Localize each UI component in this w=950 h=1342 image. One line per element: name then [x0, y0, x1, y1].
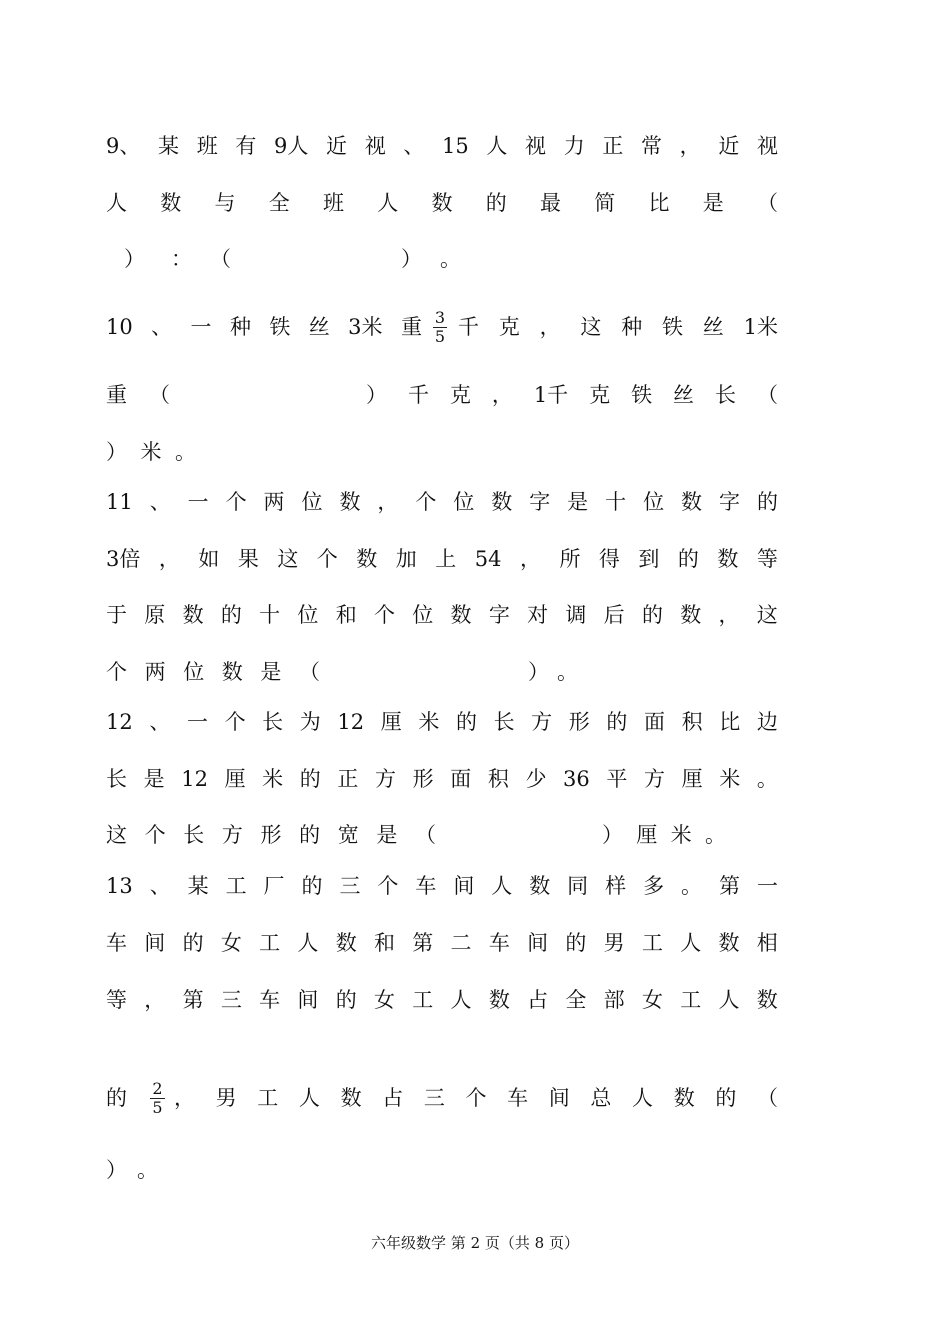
text-token: 位 [453, 490, 475, 514]
text-token: 视 [364, 134, 386, 158]
text-token: 形 [260, 823, 282, 847]
text-token: 人 [680, 931, 702, 955]
text-token: 形 [412, 767, 434, 791]
text-token: 面 [450, 767, 472, 791]
q10-line-2 [106, 381, 778, 409]
text-token: 总 [590, 1086, 612, 1110]
text-token: 的 [565, 931, 587, 955]
text-token: 间 [297, 988, 319, 1012]
text-token: 、 [403, 134, 425, 158]
text-token: 常 [641, 134, 663, 158]
text-token: 车 [415, 874, 437, 898]
text-token: 数 [340, 1086, 362, 1110]
text-token: 厘 [681, 767, 703, 791]
text-token: 人 [298, 1086, 320, 1110]
text-token: 比 [719, 710, 741, 734]
text-token: 正 [337, 767, 359, 791]
text-token: （ [149, 383, 170, 407]
text-token: 有 [235, 134, 257, 158]
text-token: 重 [400, 315, 422, 339]
text-token: 工 [412, 988, 434, 1012]
text-token: 近 [718, 134, 740, 158]
text-token: 的 [756, 490, 778, 514]
text-token: 部 [603, 988, 625, 1012]
text-token: 正 [602, 134, 624, 158]
text-token: 的 [455, 710, 477, 734]
text-token: 11 [106, 490, 133, 514]
text-token: ， [539, 315, 561, 339]
text-token: 千 [407, 383, 429, 407]
text-token: 12 [337, 710, 365, 734]
q11-line-3 [106, 601, 778, 629]
text-token: 样 [605, 874, 627, 898]
text-token: 视 [756, 134, 778, 158]
text-token: 二 [450, 931, 472, 955]
text-token: 位 [301, 490, 323, 514]
text-token: 女 [641, 988, 663, 1012]
text-token: 字 [718, 490, 740, 514]
text-token: 长 [715, 383, 736, 407]
text-token: 长 [183, 823, 205, 847]
q10-fraction-denominator: 5 [434, 326, 446, 346]
text-token: 米 [670, 823, 692, 847]
q11-line-4-b [528, 658, 578, 686]
text-token: 厘 [380, 710, 402, 734]
text-token: 1千 [533, 383, 569, 407]
text-token: 厂 [263, 874, 285, 898]
text-token: 个 [144, 823, 166, 847]
text-token: ， [377, 490, 399, 514]
text-token: 工 [680, 988, 702, 1012]
text-token: 比 [648, 191, 670, 215]
text-token: 个 [106, 660, 127, 684]
text-token: 得 [598, 547, 620, 571]
q13-fraction [150, 1080, 164, 1117]
text-token: 、 [149, 710, 171, 734]
text-token: 力 [563, 134, 585, 158]
q13-line-2 [106, 929, 778, 957]
text-token: 和 [335, 603, 357, 627]
q13-line-5 [106, 1156, 778, 1184]
text-token: 加 [395, 547, 417, 571]
text-token: 女 [220, 931, 242, 955]
text-token: （ [756, 1086, 778, 1110]
q10-line-1-a [106, 313, 422, 341]
text-token: 工 [259, 931, 281, 955]
text-token: 位 [412, 603, 434, 627]
text-token: 人 [491, 874, 513, 898]
q12-line-2 [106, 765, 778, 793]
q13-line-3 [106, 986, 778, 1014]
text-token: 人 [486, 134, 508, 158]
text-token: 数 [756, 988, 778, 1012]
text-token: ， [158, 547, 180, 571]
text-token: 位 [643, 490, 665, 514]
q13-line-1 [106, 872, 778, 900]
text-token: 间 [144, 931, 166, 955]
text-token: （ [756, 383, 778, 407]
text-token: ， [519, 547, 541, 571]
text-token: 对 [527, 603, 549, 627]
text-token: 十 [259, 603, 281, 627]
text-token: 三 [220, 988, 242, 1012]
text-token: 人 [632, 1086, 654, 1110]
text-token: 边 [756, 710, 778, 734]
q11-line-4 [106, 658, 778, 686]
text-token: 相 [756, 931, 778, 955]
q9-close-paren: ） [124, 247, 145, 271]
text-token: 多 [643, 874, 665, 898]
text-token: （ [415, 823, 436, 847]
text-token: 36 [563, 767, 590, 791]
text-token: 数 [529, 874, 551, 898]
text-token: 位 [183, 660, 205, 684]
q9-line-1 [106, 132, 778, 160]
text-token: 3米 [348, 315, 383, 339]
text-token: 全 [268, 191, 290, 215]
text-token: 占 [382, 1086, 404, 1110]
text-token: ， [491, 383, 513, 407]
text-token: 长 [106, 767, 127, 791]
text-token: 到 [638, 547, 660, 571]
text-token: 三 [339, 874, 361, 898]
q10-line-3-tokens [106, 438, 196, 466]
text-token: 数 [335, 931, 357, 955]
text-token: 个 [377, 874, 399, 898]
text-token: 工 [225, 874, 247, 898]
q11-line-4-a [106, 658, 320, 686]
text-token: 某 [187, 874, 209, 898]
text-token: ） [366, 383, 387, 407]
text-token: 最 [540, 191, 561, 215]
text-token: 宽 [337, 823, 359, 847]
text-token: 、 [149, 490, 171, 514]
text-token: 男 [215, 1086, 237, 1110]
text-token: 克 [498, 315, 520, 339]
text-token: 9、 [106, 134, 141, 158]
text-token: ， [174, 1086, 195, 1110]
text-token: 1米 [743, 315, 778, 339]
text-token: 克 [449, 383, 471, 407]
text-token: 车 [106, 931, 127, 955]
text-token: 果 [237, 547, 259, 571]
text-token: 数 [160, 191, 182, 215]
text-token: ） [106, 1158, 127, 1182]
text-token: 个 [415, 490, 437, 514]
text-token: 某 [158, 134, 180, 158]
text-token: 面 [644, 710, 665, 734]
text-token: 的 [299, 823, 321, 847]
text-token: 13 [106, 874, 133, 898]
q12-line-3-b [602, 821, 726, 849]
text-token: 女 [373, 988, 395, 1012]
text-token: 种 [229, 315, 251, 339]
text-token: 人 [718, 988, 740, 1012]
text-token: 的 [641, 603, 663, 627]
text-token: 调 [565, 603, 587, 627]
text-token: 数 [450, 603, 472, 627]
text-token: 一 [187, 490, 209, 514]
text-token: 一 [756, 874, 778, 898]
q12-line-3-a [106, 821, 436, 849]
text-token: 方 [375, 767, 396, 791]
q12-line-1 [106, 708, 778, 736]
text-token: 的 [301, 874, 323, 898]
text-token: 数 [221, 660, 243, 684]
text-token: 等 [756, 547, 778, 571]
text-token: 这 [580, 315, 602, 339]
text-token: 铁 [631, 383, 653, 407]
text-token: 这 [106, 823, 127, 847]
text-token: 12 [106, 710, 133, 734]
text-token: 原 [144, 603, 166, 627]
text-token: 长 [493, 710, 515, 734]
text-token: 数 [681, 490, 703, 514]
text-token: 15 [442, 134, 469, 158]
text-token: 丝 [673, 383, 695, 407]
text-token: 于 [106, 603, 127, 627]
text-token: 的 [182, 931, 204, 955]
text-token: 数 [718, 931, 740, 955]
q9-close-paren-2: ） [401, 247, 422, 271]
text-token: 位 [297, 603, 319, 627]
text-token: 9人 [274, 134, 309, 158]
text-token: 的 [485, 191, 507, 215]
q9-colon: ： [171, 247, 192, 271]
text-token: 上 [435, 547, 457, 571]
text-token: 丝 [702, 315, 724, 339]
text-token: 平 [606, 767, 628, 791]
text-token: 方 [221, 823, 243, 847]
q9-line-3 [106, 245, 778, 273]
page-footer: 六年级数学 第 2 页（共 8 页） [371, 1234, 579, 1252]
text-token: 长 [262, 710, 284, 734]
text-token: ） [602, 823, 623, 847]
text-token: 是 [143, 767, 165, 791]
text-token: 厘 [224, 767, 246, 791]
text-token: 数 [491, 490, 513, 514]
text-token: 如 [198, 547, 220, 571]
q9-open-paren: （ [210, 247, 231, 271]
text-token: 3倍 [106, 547, 141, 571]
text-token: 形 [568, 710, 590, 734]
text-token: 车 [507, 1086, 529, 1110]
text-token: 个 [373, 603, 395, 627]
text-token: 数 [339, 490, 361, 514]
text-token: 丝 [308, 315, 330, 339]
text-token: 与 [214, 191, 236, 215]
text-token: 车 [259, 988, 281, 1012]
text-token: 间 [548, 1086, 570, 1110]
text-token: 10 [106, 315, 133, 339]
text-token: 个 [225, 490, 247, 514]
text-token: 的 [299, 767, 321, 791]
text-token: 数 [717, 547, 739, 571]
text-token: 车 [488, 931, 510, 955]
text-token: 这 [756, 603, 778, 627]
text-token: （ [757, 191, 778, 215]
q13-line-4-b [174, 1084, 778, 1112]
q10-line-3 [106, 438, 778, 466]
q13-line-4 [106, 1076, 778, 1120]
text-token: 人 [450, 988, 472, 1012]
text-token: 是 [567, 490, 589, 514]
text-token: 视 [525, 134, 547, 158]
text-token: 工 [641, 931, 663, 955]
text-token: 。 [175, 440, 196, 464]
text-token: 12 [181, 767, 208, 791]
text-token: 个 [316, 547, 338, 571]
text-token: 的 [606, 710, 628, 734]
text-token: 铁 [269, 315, 291, 339]
text-token: ， [718, 603, 740, 627]
text-token: 第 [412, 931, 434, 955]
text-token: 人 [297, 931, 319, 955]
text-token: 全 [565, 988, 587, 1012]
text-token: 的 [715, 1086, 737, 1110]
q9-line-2 [106, 189, 778, 217]
text-token: 。 [756, 767, 778, 791]
text-token: 所 [559, 547, 581, 571]
text-token: 第 [182, 988, 204, 1012]
q11-line-1 [106, 488, 778, 516]
text-token: 是 [702, 191, 724, 215]
text-token: 。 [704, 823, 726, 847]
q13-fraction-denominator: 5 [152, 1097, 163, 1117]
q9-period: 。 [440, 247, 461, 271]
text-token: 铁 [661, 315, 683, 339]
text-token: 数 [182, 603, 204, 627]
text-token: 千 [458, 315, 479, 339]
text-token: 人 [377, 191, 399, 215]
text-token: 方 [644, 767, 665, 791]
text-token: 的 [677, 547, 699, 571]
text-token: 种 [621, 315, 643, 339]
text-token: 间 [527, 931, 549, 955]
text-token: 克 [589, 383, 611, 407]
q13-fraction-numerator: 2 [152, 1078, 163, 1098]
text-token: 是 [260, 660, 282, 684]
text-token: 、 [151, 315, 173, 339]
text-token: 54 [474, 547, 502, 571]
text-token: 近 [326, 134, 348, 158]
text-token: 班 [196, 134, 218, 158]
text-token: ） [528, 660, 549, 684]
text-token: 一 [186, 710, 208, 734]
text-token: 积 [681, 710, 703, 734]
text-token: 。 [137, 1158, 158, 1182]
text-token: 数 [680, 603, 702, 627]
text-token: 等 [106, 988, 127, 1012]
text-token: 米 [262, 767, 284, 791]
text-token: 十 [605, 490, 627, 514]
text-token: 米 [418, 710, 440, 734]
q10-line-1-b [458, 313, 778, 341]
text-token: 是 [376, 823, 398, 847]
q10-line-2-a [106, 381, 170, 409]
q13-line-5-tokens [106, 1156, 158, 1184]
text-token: 三 [423, 1086, 445, 1110]
text-token: ， [679, 134, 701, 158]
text-token: 第 [718, 874, 740, 898]
text-token: 数 [673, 1086, 695, 1110]
text-token: 数 [488, 988, 510, 1012]
text-token: 间 [453, 874, 475, 898]
text-token: 米 [719, 767, 741, 791]
text-token: 的 [220, 603, 242, 627]
q13-line-4-de: 的 [106, 1086, 127, 1110]
text-token: （ [298, 660, 320, 684]
text-token: 积 [487, 767, 509, 791]
text-token: 个 [224, 710, 246, 734]
text-token: 工 [257, 1086, 279, 1110]
text-token: 的 [335, 988, 357, 1012]
text-token: 数 [356, 547, 378, 571]
text-token: 少 [525, 767, 547, 791]
text-token: 两 [144, 660, 166, 684]
text-token: 人 [106, 191, 127, 215]
text-token: 简 [594, 191, 616, 215]
text-token: 、 [149, 874, 171, 898]
text-token: 字 [529, 490, 551, 514]
q12-line-3 [106, 821, 778, 849]
text-token: ） [106, 440, 127, 464]
text-token: 方 [531, 710, 553, 734]
text-token: 男 [603, 931, 625, 955]
text-token: 米 [140, 440, 162, 464]
q10-line-1 [106, 307, 778, 347]
text-token: 一 [190, 315, 212, 339]
text-token: 班 [323, 191, 344, 215]
q10-fraction [433, 309, 447, 346]
text-token: 厘 [636, 823, 658, 847]
text-token: 后 [603, 603, 625, 627]
q10-line-2-b [366, 381, 778, 409]
text-token: 。 [681, 874, 703, 898]
text-token: ， [144, 988, 166, 1012]
text-token: 个 [465, 1086, 487, 1110]
text-token: 数 [431, 191, 453, 215]
text-token: 。 [557, 660, 578, 684]
text-token: 为 [299, 710, 321, 734]
text-token: 这 [277, 547, 299, 571]
text-token: 两 [263, 490, 285, 514]
text-token: 同 [567, 874, 589, 898]
text-token: 和 [373, 931, 395, 955]
text-token: 占 [527, 988, 549, 1012]
q10-fraction-numerator: 3 [434, 307, 446, 327]
text-token: 字 [488, 603, 510, 627]
q11-line-2 [106, 545, 778, 573]
text-token: 重 [106, 383, 127, 407]
